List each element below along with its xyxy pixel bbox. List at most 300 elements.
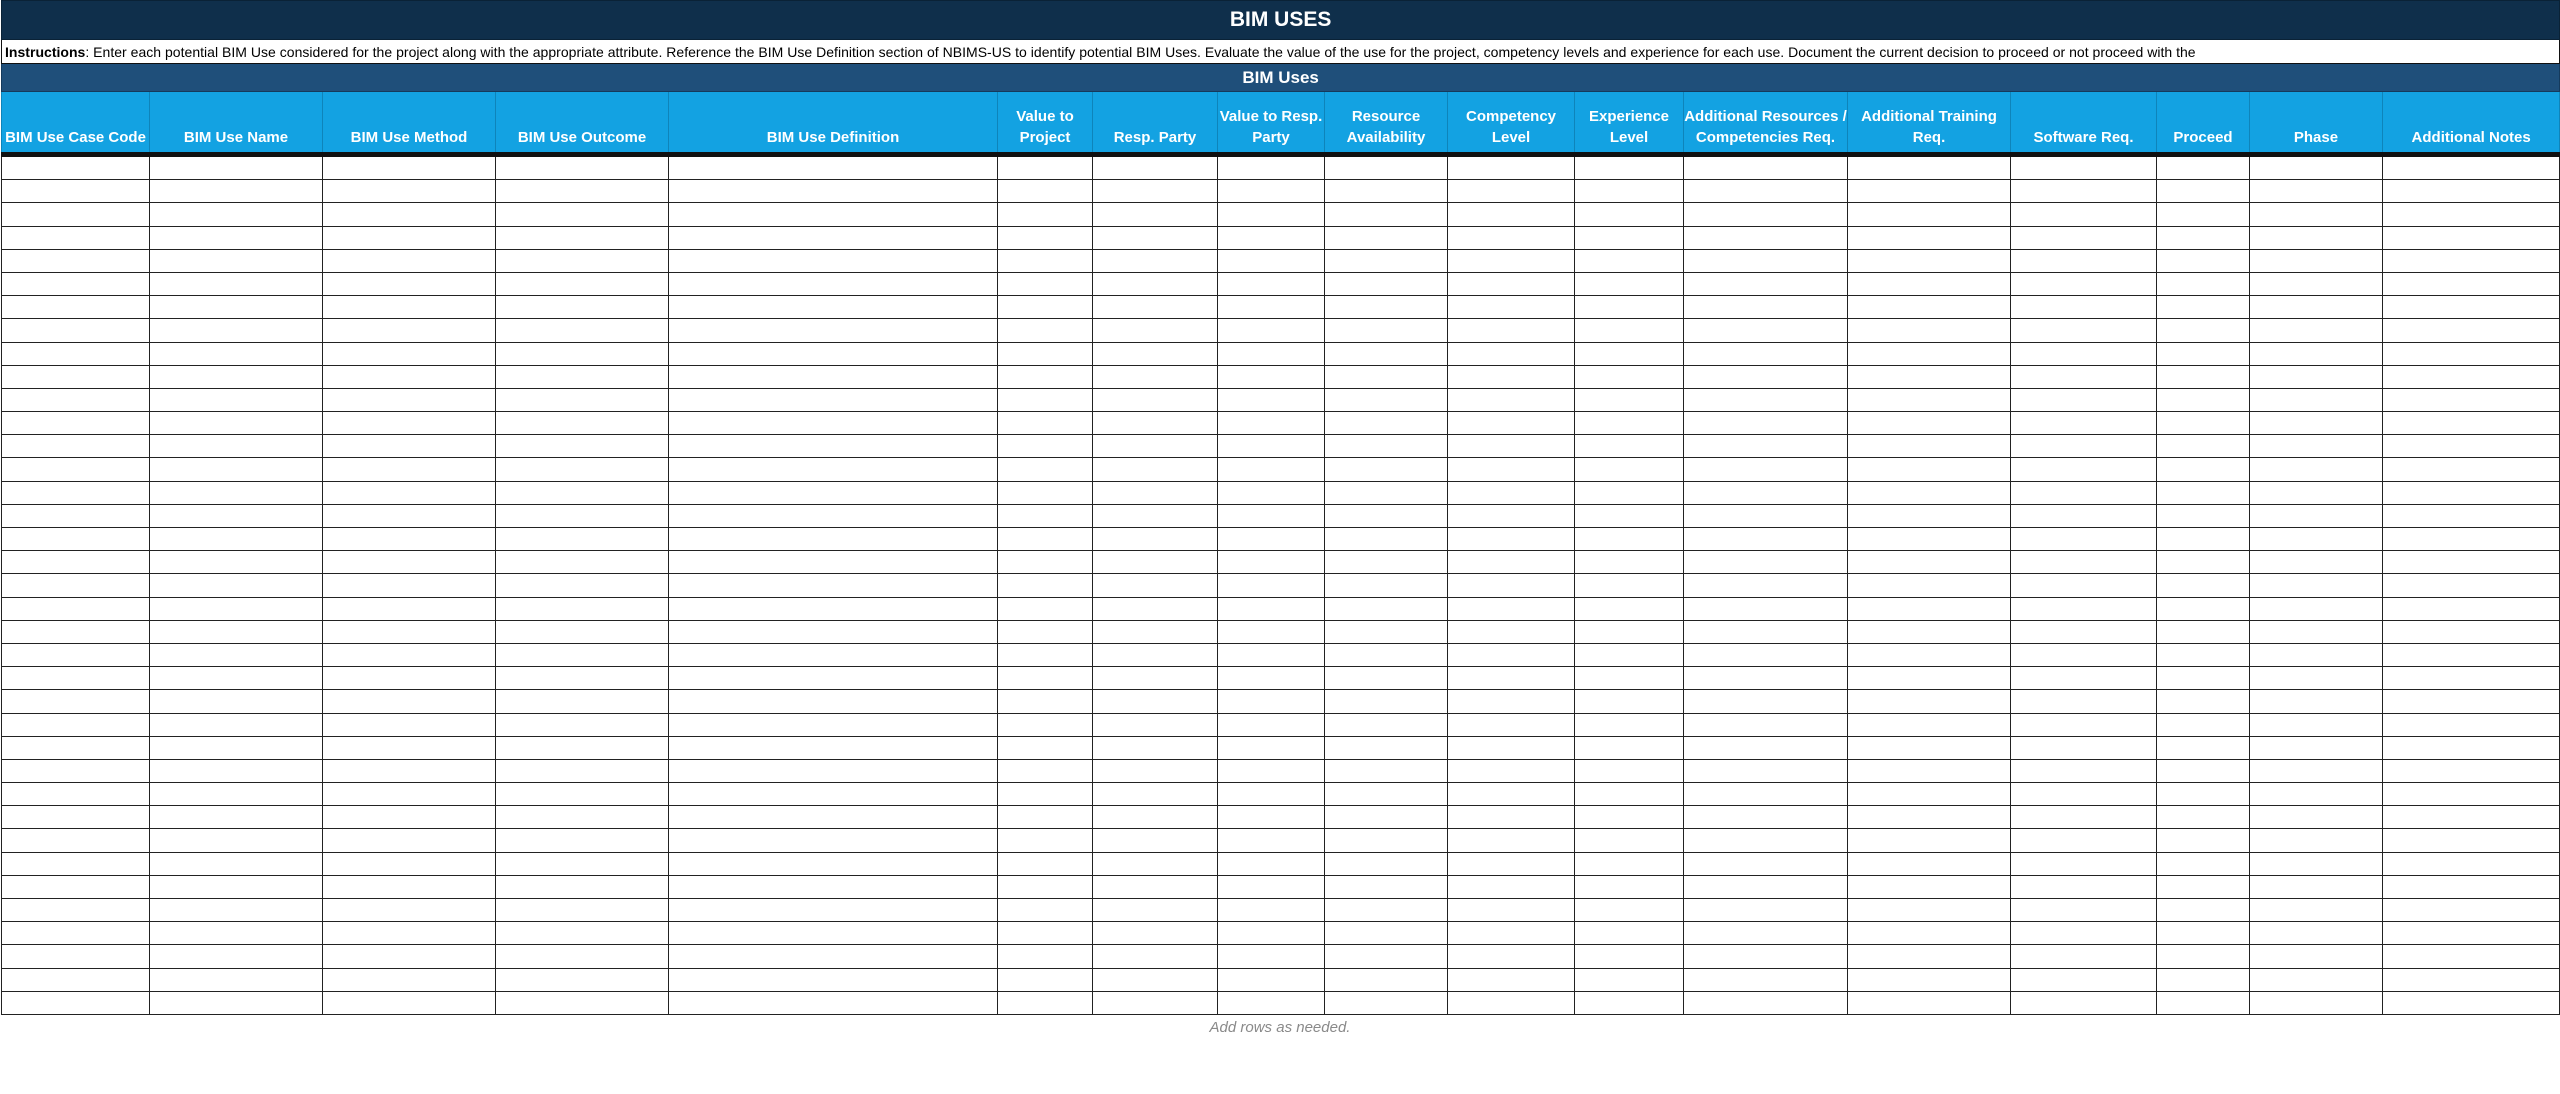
col-bim-use-definition-cell[interactable]: [669, 620, 998, 643]
col-bim-use-name-cell[interactable]: [150, 551, 323, 574]
col-bim-use-method-cell[interactable]: [323, 852, 496, 875]
col-value-to-resp-party-cell[interactable]: [1218, 690, 1325, 713]
col-resource-availability-cell[interactable]: [1325, 412, 1448, 435]
col-additional-notes-cell[interactable]: [2383, 713, 2560, 736]
col-value-to-project-cell[interactable]: [998, 806, 1093, 829]
col-experience-level-cell[interactable]: [1575, 180, 1684, 203]
col-bim-use-method-cell[interactable]: [323, 155, 496, 180]
col-bim-use-method-cell[interactable]: [323, 365, 496, 388]
col-resource-availability-cell[interactable]: [1325, 272, 1448, 295]
col-additional-training-cell[interactable]: [1848, 643, 2011, 666]
col-bim-use-name-cell[interactable]: [150, 249, 323, 272]
col-phase-cell[interactable]: [2250, 226, 2383, 249]
col-additional-resources-cell[interactable]: [1684, 551, 1848, 574]
col-resource-availability-cell[interactable]: [1325, 597, 1448, 620]
col-resp-party-cell[interactable]: [1093, 690, 1218, 713]
col-bim-use-case-code-cell[interactable]: [2, 574, 150, 597]
col-phase-cell[interactable]: [2250, 481, 2383, 504]
col-resp-party-cell[interactable]: [1093, 922, 1218, 945]
col-proceed-cell[interactable]: [2157, 412, 2250, 435]
col-bim-use-method-cell[interactable]: [323, 435, 496, 458]
col-value-to-resp-party-cell[interactable]: [1218, 783, 1325, 806]
col-value-to-resp-party-cell[interactable]: [1218, 319, 1325, 342]
col-bim-use-case-code-cell[interactable]: [2, 226, 150, 249]
col-value-to-resp-party-cell[interactable]: [1218, 968, 1325, 991]
col-proceed-header[interactable]: [2157, 92, 2250, 155]
col-value-to-project-cell[interactable]: [998, 829, 1093, 852]
col-competency-level-cell[interactable]: [1448, 574, 1575, 597]
col-value-to-project-header[interactable]: [998, 92, 1093, 155]
col-value-to-project-cell[interactable]: [998, 319, 1093, 342]
col-value-to-resp-party-cell[interactable]: [1218, 296, 1325, 319]
col-software-req-cell[interactable]: [2011, 155, 2157, 180]
col-bim-use-case-code-cell[interactable]: [2, 968, 150, 991]
col-software-req-cell[interactable]: [2011, 759, 2157, 782]
col-proceed-cell[interactable]: [2157, 643, 2250, 666]
col-bim-use-name-cell[interactable]: [150, 597, 323, 620]
col-proceed-cell[interactable]: [2157, 829, 2250, 852]
col-bim-use-outcome-cell[interactable]: [496, 365, 669, 388]
col-competency-level-cell[interactable]: [1448, 713, 1575, 736]
col-phase-cell[interactable]: [2250, 968, 2383, 991]
col-software-req-cell[interactable]: [2011, 643, 2157, 666]
col-software-req-cell[interactable]: [2011, 574, 2157, 597]
col-bim-use-method-cell[interactable]: [323, 620, 496, 643]
col-bim-use-case-code-cell[interactable]: [2, 643, 150, 666]
col-software-req-cell[interactable]: [2011, 667, 2157, 690]
col-bim-use-method-cell[interactable]: [323, 806, 496, 829]
col-software-req-cell[interactable]: [2011, 852, 2157, 875]
col-experience-level-cell[interactable]: [1575, 388, 1684, 411]
col-bim-use-definition-cell[interactable]: [669, 899, 998, 922]
col-bim-use-case-code-cell[interactable]: [2, 736, 150, 759]
col-bim-use-method-cell[interactable]: [323, 342, 496, 365]
col-additional-training-cell[interactable]: [1848, 783, 2011, 806]
col-bim-use-definition-cell[interactable]: [669, 458, 998, 481]
col-phase-cell[interactable]: [2250, 551, 2383, 574]
col-phase-cell[interactable]: [2250, 180, 2383, 203]
col-bim-use-outcome-cell[interactable]: [496, 249, 669, 272]
col-bim-use-method-cell[interactable]: [323, 829, 496, 852]
col-proceed-cell[interactable]: [2157, 296, 2250, 319]
col-bim-use-outcome-cell[interactable]: [496, 528, 669, 551]
col-additional-training-cell[interactable]: [1848, 435, 2011, 458]
col-bim-use-case-code-cell[interactable]: [2, 528, 150, 551]
col-phase-header[interactable]: [2250, 92, 2383, 155]
col-bim-use-method-cell[interactable]: [323, 203, 496, 226]
col-phase-cell[interactable]: [2250, 783, 2383, 806]
col-bim-use-outcome-cell[interactable]: [496, 643, 669, 666]
col-experience-level-cell[interactable]: [1575, 296, 1684, 319]
col-additional-resources-cell[interactable]: [1684, 597, 1848, 620]
col-additional-resources-cell[interactable]: [1684, 458, 1848, 481]
col-phase-cell[interactable]: [2250, 759, 2383, 782]
col-resp-party-cell[interactable]: [1093, 249, 1218, 272]
col-bim-use-outcome-cell[interactable]: [496, 690, 669, 713]
col-bim-use-definition-cell[interactable]: [669, 296, 998, 319]
col-value-to-project-cell[interactable]: [998, 412, 1093, 435]
col-software-req-cell[interactable]: [2011, 342, 2157, 365]
col-bim-use-method-cell[interactable]: [323, 226, 496, 249]
col-value-to-project-cell[interactable]: [998, 783, 1093, 806]
col-value-to-project-cell[interactable]: [998, 875, 1093, 898]
col-value-to-project-cell[interactable]: [998, 272, 1093, 295]
col-additional-resources-cell[interactable]: [1684, 875, 1848, 898]
col-bim-use-definition-cell[interactable]: [669, 736, 998, 759]
col-bim-use-name-cell[interactable]: [150, 155, 323, 180]
col-value-to-resp-party-cell[interactable]: [1218, 899, 1325, 922]
col-bim-use-definition-cell[interactable]: [669, 991, 998, 1014]
col-additional-training-cell[interactable]: [1848, 597, 2011, 620]
col-additional-training-cell[interactable]: [1848, 226, 2011, 249]
col-value-to-project-cell[interactable]: [998, 852, 1093, 875]
col-resp-party-cell[interactable]: [1093, 968, 1218, 991]
col-value-to-resp-party-cell[interactable]: [1218, 667, 1325, 690]
col-value-to-project-cell[interactable]: [998, 365, 1093, 388]
col-experience-level-cell[interactable]: [1575, 155, 1684, 180]
col-phase-cell[interactable]: [2250, 875, 2383, 898]
col-additional-training-header[interactable]: [1848, 92, 2011, 155]
col-resp-party-cell[interactable]: [1093, 713, 1218, 736]
col-competency-level-cell[interactable]: [1448, 968, 1575, 991]
col-bim-use-name-cell[interactable]: [150, 435, 323, 458]
col-resp-party-cell[interactable]: [1093, 342, 1218, 365]
col-bim-use-outcome-header[interactable]: [496, 92, 669, 155]
col-bim-use-case-code-cell[interactable]: [2, 875, 150, 898]
col-additional-resources-cell[interactable]: [1684, 481, 1848, 504]
col-resp-party-cell[interactable]: [1093, 899, 1218, 922]
col-value-to-project-cell[interactable]: [998, 528, 1093, 551]
col-bim-use-method-cell[interactable]: [323, 319, 496, 342]
col-additional-resources-cell[interactable]: [1684, 574, 1848, 597]
col-competency-level-cell[interactable]: [1448, 412, 1575, 435]
col-software-req-cell[interactable]: [2011, 713, 2157, 736]
col-additional-resources-cell[interactable]: [1684, 852, 1848, 875]
col-phase-cell[interactable]: [2250, 991, 2383, 1014]
col-phase-cell[interactable]: [2250, 899, 2383, 922]
col-bim-use-name-cell[interactable]: [150, 226, 323, 249]
col-competency-level-cell[interactable]: [1448, 852, 1575, 875]
col-bim-use-method-cell[interactable]: [323, 249, 496, 272]
col-additional-notes-cell[interactable]: [2383, 226, 2560, 249]
col-value-to-project-cell[interactable]: [998, 759, 1093, 782]
col-bim-use-outcome-cell[interactable]: [496, 736, 669, 759]
col-additional-training-cell[interactable]: [1848, 713, 2011, 736]
col-value-to-resp-party-cell[interactable]: [1218, 806, 1325, 829]
col-value-to-project-cell[interactable]: [998, 504, 1093, 527]
col-experience-level-cell[interactable]: [1575, 875, 1684, 898]
col-experience-level-cell[interactable]: [1575, 968, 1684, 991]
col-competency-level-cell[interactable]: [1448, 388, 1575, 411]
col-value-to-resp-party-cell[interactable]: [1218, 922, 1325, 945]
col-additional-training-cell[interactable]: [1848, 922, 2011, 945]
col-software-req-cell[interactable]: [2011, 249, 2157, 272]
col-additional-training-cell[interactable]: [1848, 249, 2011, 272]
col-software-req-header[interactable]: [2011, 92, 2157, 155]
col-competency-level-cell[interactable]: [1448, 945, 1575, 968]
col-bim-use-case-code-cell[interactable]: [2, 922, 150, 945]
col-resp-party-cell[interactable]: [1093, 875, 1218, 898]
col-bim-use-case-code-cell[interactable]: [2, 249, 150, 272]
col-bim-use-method-cell[interactable]: [323, 528, 496, 551]
col-proceed-cell[interactable]: [2157, 899, 2250, 922]
col-bim-use-method-cell[interactable]: [323, 574, 496, 597]
col-competency-level-cell[interactable]: [1448, 875, 1575, 898]
col-experience-level-cell[interactable]: [1575, 481, 1684, 504]
col-value-to-project-cell[interactable]: [998, 597, 1093, 620]
col-value-to-project-cell[interactable]: [998, 249, 1093, 272]
col-bim-use-method-cell[interactable]: [323, 945, 496, 968]
col-bim-use-name-cell[interactable]: [150, 342, 323, 365]
col-additional-resources-cell[interactable]: [1684, 783, 1848, 806]
col-resp-party-cell[interactable]: [1093, 597, 1218, 620]
col-proceed-cell[interactable]: [2157, 736, 2250, 759]
col-additional-training-cell[interactable]: [1848, 296, 2011, 319]
col-software-req-cell[interactable]: [2011, 226, 2157, 249]
col-resource-availability-cell[interactable]: [1325, 319, 1448, 342]
col-resource-availability-cell[interactable]: [1325, 829, 1448, 852]
col-bim-use-method-cell[interactable]: [323, 968, 496, 991]
col-additional-notes-cell[interactable]: [2383, 922, 2560, 945]
col-resp-party-cell[interactable]: [1093, 319, 1218, 342]
col-experience-level-cell[interactable]: [1575, 991, 1684, 1014]
col-additional-resources-cell[interactable]: [1684, 249, 1848, 272]
col-competency-level-cell[interactable]: [1448, 667, 1575, 690]
col-resource-availability-cell[interactable]: [1325, 551, 1448, 574]
col-additional-resources-cell[interactable]: [1684, 155, 1848, 180]
col-additional-training-cell[interactable]: [1848, 899, 2011, 922]
col-bim-use-outcome-cell[interactable]: [496, 226, 669, 249]
col-proceed-cell[interactable]: [2157, 574, 2250, 597]
col-proceed-cell[interactable]: [2157, 713, 2250, 736]
col-bim-use-definition-header[interactable]: [669, 92, 998, 155]
col-competency-level-cell[interactable]: [1448, 899, 1575, 922]
col-value-to-resp-party-cell[interactable]: [1218, 272, 1325, 295]
col-additional-training-cell[interactable]: [1848, 342, 2011, 365]
col-additional-training-cell[interactable]: [1848, 365, 2011, 388]
col-experience-level-cell[interactable]: [1575, 783, 1684, 806]
col-resource-availability-cell[interactable]: [1325, 759, 1448, 782]
col-additional-resources-cell[interactable]: [1684, 180, 1848, 203]
col-bim-use-name-cell[interactable]: [150, 388, 323, 411]
col-competency-level-cell[interactable]: [1448, 991, 1575, 1014]
col-resource-availability-cell[interactable]: [1325, 690, 1448, 713]
col-bim-use-method-cell[interactable]: [323, 296, 496, 319]
col-additional-training-cell[interactable]: [1848, 319, 2011, 342]
col-additional-resources-cell[interactable]: [1684, 991, 1848, 1014]
col-additional-notes-cell[interactable]: [2383, 296, 2560, 319]
col-experience-level-cell[interactable]: [1575, 551, 1684, 574]
col-phase-cell[interactable]: [2250, 806, 2383, 829]
col-additional-notes-cell[interactable]: [2383, 388, 2560, 411]
col-bim-use-case-code-cell[interactable]: [2, 458, 150, 481]
col-bim-use-case-code-cell[interactable]: [2, 435, 150, 458]
col-value-to-resp-party-cell[interactable]: [1218, 574, 1325, 597]
col-additional-notes-cell[interactable]: [2383, 551, 2560, 574]
col-bim-use-case-code-cell[interactable]: [2, 991, 150, 1014]
col-experience-level-cell[interactable]: [1575, 945, 1684, 968]
col-resource-availability-cell[interactable]: [1325, 783, 1448, 806]
col-additional-notes-cell[interactable]: [2383, 435, 2560, 458]
col-additional-training-cell[interactable]: [1848, 852, 2011, 875]
col-phase-cell[interactable]: [2250, 736, 2383, 759]
col-additional-notes-cell[interactable]: [2383, 806, 2560, 829]
col-bim-use-outcome-cell[interactable]: [496, 155, 669, 180]
col-value-to-project-cell[interactable]: [998, 899, 1093, 922]
col-bim-use-definition-cell[interactable]: [669, 783, 998, 806]
col-bim-use-outcome-cell[interactable]: [496, 783, 669, 806]
col-resp-party-cell[interactable]: [1093, 296, 1218, 319]
col-bim-use-method-cell[interactable]: [323, 899, 496, 922]
col-bim-use-outcome-cell[interactable]: [496, 667, 669, 690]
col-value-to-resp-party-cell[interactable]: [1218, 852, 1325, 875]
col-bim-use-name-cell[interactable]: [150, 272, 323, 295]
col-bim-use-name-cell[interactable]: [150, 667, 323, 690]
col-phase-cell[interactable]: [2250, 574, 2383, 597]
col-resource-availability-header[interactable]: [1325, 92, 1448, 155]
col-competency-level-cell[interactable]: [1448, 342, 1575, 365]
col-bim-use-case-code-cell[interactable]: [2, 272, 150, 295]
col-phase-cell[interactable]: [2250, 203, 2383, 226]
col-bim-use-definition-cell[interactable]: [669, 481, 998, 504]
col-additional-training-cell[interactable]: [1848, 272, 2011, 295]
col-resp-party-cell[interactable]: [1093, 783, 1218, 806]
col-experience-level-header[interactable]: [1575, 92, 1684, 155]
col-bim-use-outcome-cell[interactable]: [496, 296, 669, 319]
col-bim-use-name-cell[interactable]: [150, 991, 323, 1014]
col-additional-resources-cell[interactable]: [1684, 342, 1848, 365]
col-bim-use-definition-cell[interactable]: [669, 852, 998, 875]
col-competency-level-cell[interactable]: [1448, 481, 1575, 504]
col-resp-party-cell[interactable]: [1093, 991, 1218, 1014]
col-bim-use-definition-cell[interactable]: [669, 249, 998, 272]
col-bim-use-name-cell[interactable]: [150, 643, 323, 666]
col-additional-resources-cell[interactable]: [1684, 319, 1848, 342]
col-bim-use-definition-cell[interactable]: [669, 667, 998, 690]
col-phase-cell[interactable]: [2250, 435, 2383, 458]
col-additional-resources-cell[interactable]: [1684, 713, 1848, 736]
col-value-to-resp-party-cell[interactable]: [1218, 759, 1325, 782]
col-bim-use-outcome-cell[interactable]: [496, 945, 669, 968]
col-bim-use-case-code-cell[interactable]: [2, 203, 150, 226]
col-resp-party-cell[interactable]: [1093, 806, 1218, 829]
col-bim-use-case-code-cell[interactable]: [2, 388, 150, 411]
col-competency-level-cell[interactable]: [1448, 365, 1575, 388]
col-competency-level-cell[interactable]: [1448, 829, 1575, 852]
col-bim-use-definition-cell[interactable]: [669, 643, 998, 666]
col-bim-use-definition-cell[interactable]: [669, 922, 998, 945]
col-experience-level-cell[interactable]: [1575, 620, 1684, 643]
col-bim-use-case-code-cell[interactable]: [2, 713, 150, 736]
col-competency-level-cell[interactable]: [1448, 272, 1575, 295]
col-additional-training-cell[interactable]: [1848, 968, 2011, 991]
col-bim-use-definition-cell[interactable]: [669, 272, 998, 295]
col-experience-level-cell[interactable]: [1575, 203, 1684, 226]
col-competency-level-header[interactable]: [1448, 92, 1575, 155]
col-phase-cell[interactable]: [2250, 667, 2383, 690]
col-bim-use-method-cell[interactable]: [323, 551, 496, 574]
col-competency-level-cell[interactable]: [1448, 226, 1575, 249]
col-proceed-cell[interactable]: [2157, 272, 2250, 295]
col-resource-availability-cell[interactable]: [1325, 226, 1448, 249]
col-additional-resources-cell[interactable]: [1684, 968, 1848, 991]
col-bim-use-definition-cell[interactable]: [669, 203, 998, 226]
col-resource-availability-cell[interactable]: [1325, 180, 1448, 203]
col-resource-availability-cell[interactable]: [1325, 852, 1448, 875]
col-resp-party-cell[interactable]: [1093, 272, 1218, 295]
col-resp-party-cell[interactable]: [1093, 620, 1218, 643]
col-resp-party-cell[interactable]: [1093, 574, 1218, 597]
col-phase-cell[interactable]: [2250, 713, 2383, 736]
col-additional-notes-cell[interactable]: [2383, 342, 2560, 365]
col-value-to-resp-party-cell[interactable]: [1218, 435, 1325, 458]
col-bim-use-outcome-cell[interactable]: [496, 342, 669, 365]
col-bim-use-name-cell[interactable]: [150, 736, 323, 759]
col-phase-cell[interactable]: [2250, 155, 2383, 180]
col-bim-use-method-cell[interactable]: [323, 875, 496, 898]
col-bim-use-outcome-cell[interactable]: [496, 829, 669, 852]
col-additional-notes-cell[interactable]: [2383, 852, 2560, 875]
col-additional-training-cell[interactable]: [1848, 759, 2011, 782]
col-additional-notes-cell[interactable]: [2383, 968, 2560, 991]
col-bim-use-outcome-cell[interactable]: [496, 922, 669, 945]
col-resource-availability-cell[interactable]: [1325, 899, 1448, 922]
col-phase-cell[interactable]: [2250, 388, 2383, 411]
col-bim-use-definition-cell[interactable]: [669, 945, 998, 968]
col-bim-use-name-cell[interactable]: [150, 690, 323, 713]
col-additional-training-cell[interactable]: [1848, 528, 2011, 551]
col-value-to-resp-party-cell[interactable]: [1218, 249, 1325, 272]
col-software-req-cell[interactable]: [2011, 365, 2157, 388]
col-value-to-resp-party-cell[interactable]: [1218, 388, 1325, 411]
col-value-to-project-cell[interactable]: [998, 945, 1093, 968]
col-additional-resources-cell[interactable]: [1684, 829, 1848, 852]
col-value-to-project-cell[interactable]: [998, 922, 1093, 945]
col-experience-level-cell[interactable]: [1575, 643, 1684, 666]
col-resource-availability-cell[interactable]: [1325, 875, 1448, 898]
col-additional-notes-cell[interactable]: [2383, 155, 2560, 180]
col-value-to-resp-party-cell[interactable]: [1218, 458, 1325, 481]
col-competency-level-cell[interactable]: [1448, 736, 1575, 759]
col-bim-use-method-cell[interactable]: [323, 458, 496, 481]
col-bim-use-name-cell[interactable]: [150, 829, 323, 852]
col-bim-use-case-code-cell[interactable]: [2, 551, 150, 574]
col-additional-resources-cell[interactable]: [1684, 643, 1848, 666]
col-resp-party-cell[interactable]: [1093, 829, 1218, 852]
col-proceed-cell[interactable]: [2157, 180, 2250, 203]
col-phase-cell[interactable]: [2250, 528, 2383, 551]
col-phase-cell[interactable]: [2250, 319, 2383, 342]
col-bim-use-name-cell[interactable]: [150, 922, 323, 945]
col-experience-level-cell[interactable]: [1575, 319, 1684, 342]
col-resp-party-cell[interactable]: [1093, 226, 1218, 249]
col-additional-notes-cell[interactable]: [2383, 458, 2560, 481]
col-resp-party-cell[interactable]: [1093, 435, 1218, 458]
col-additional-training-cell[interactable]: [1848, 574, 2011, 597]
col-experience-level-cell[interactable]: [1575, 806, 1684, 829]
col-value-to-resp-party-cell[interactable]: [1218, 481, 1325, 504]
col-proceed-cell[interactable]: [2157, 365, 2250, 388]
col-additional-notes-cell[interactable]: [2383, 365, 2560, 388]
col-value-to-project-cell[interactable]: [998, 574, 1093, 597]
col-software-req-cell[interactable]: [2011, 620, 2157, 643]
col-phase-cell[interactable]: [2250, 829, 2383, 852]
col-proceed-cell[interactable]: [2157, 806, 2250, 829]
col-competency-level-cell[interactable]: [1448, 551, 1575, 574]
col-proceed-cell[interactable]: [2157, 759, 2250, 782]
col-proceed-cell[interactable]: [2157, 945, 2250, 968]
col-proceed-cell[interactable]: [2157, 342, 2250, 365]
